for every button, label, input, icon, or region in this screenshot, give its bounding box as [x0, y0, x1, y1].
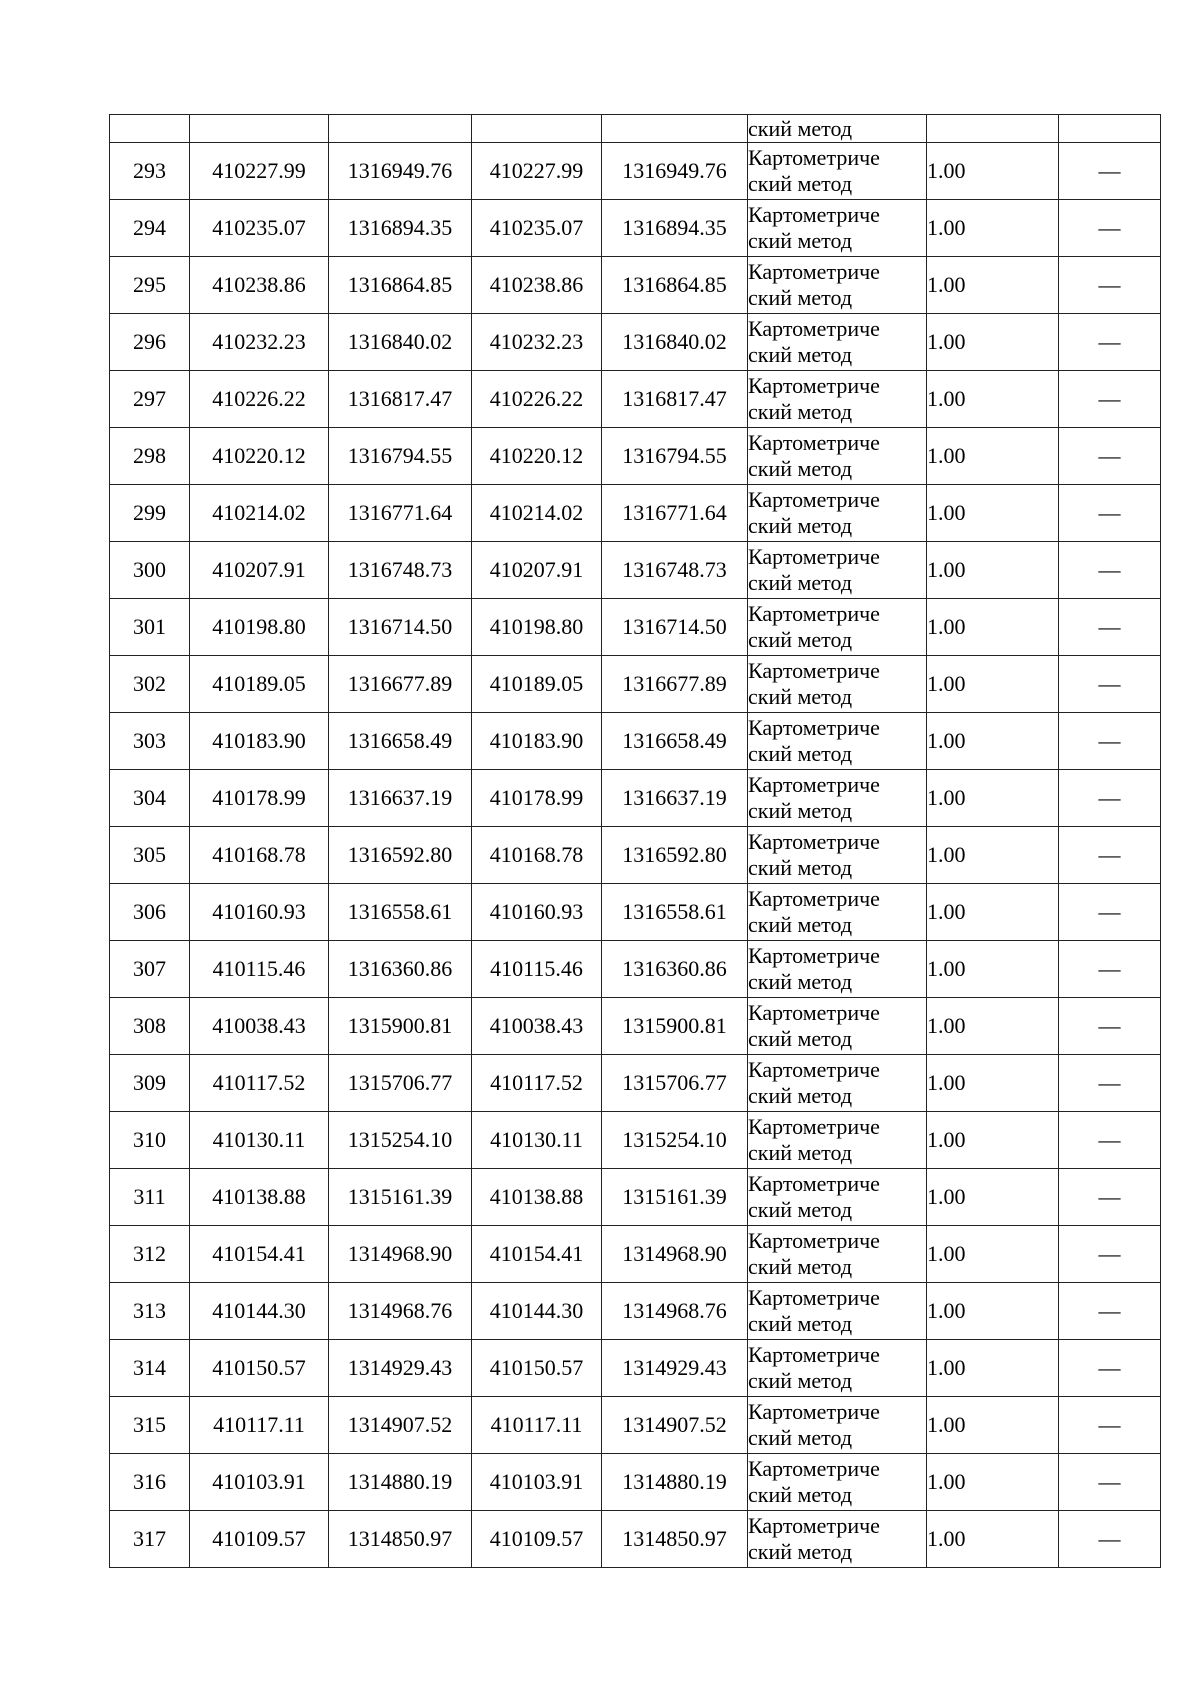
table-cell [1059, 115, 1161, 143]
note-cell: — [1059, 599, 1161, 656]
table-row [110, 314, 1161, 371]
accuracy-cell: 1.00 [927, 770, 1059, 827]
x-coordinate-cell: 410103.91 [190, 1454, 329, 1511]
table-row [110, 542, 1161, 599]
point-number-cell: 296 [110, 314, 190, 371]
method-line-2: ский метод [748, 969, 853, 994]
point-number-cell: 295 [110, 257, 190, 314]
y-coordinate-new-cell: 1316658.49 [602, 713, 748, 770]
x-coordinate-cell: 410214.02 [190, 485, 329, 542]
accuracy-cell: 1.00 [927, 1055, 1059, 1112]
x-coordinate-new-cell: 410117.52 [472, 1055, 602, 1112]
point-number-cell: 314 [110, 1340, 190, 1397]
coordinates-table [109, 114, 1161, 1568]
y-coordinate-new-cell: 1315706.77 [602, 1055, 748, 1112]
accuracy-cell: 1.00 [927, 1397, 1059, 1454]
y-coordinate-cell: 1314929.43 [329, 1340, 472, 1397]
y-coordinate-cell: 1316864.85 [329, 257, 472, 314]
accuracy-cell: 1.00 [927, 257, 1059, 314]
point-number-cell: 317 [110, 1511, 190, 1568]
x-coordinate-cell: 410238.86 [190, 257, 329, 314]
method-cell [748, 713, 927, 770]
y-coordinate-new-cell: 1314968.90 [602, 1226, 748, 1283]
note-cell: — [1059, 998, 1161, 1055]
x-coordinate-cell: 410150.57 [190, 1340, 329, 1397]
y-coordinate-cell: 1316794.55 [329, 428, 472, 485]
note-cell: — [1059, 941, 1161, 998]
y-coordinate-cell: 1316637.19 [329, 770, 472, 827]
table-row [110, 143, 1161, 200]
point-number-cell: 309 [110, 1055, 190, 1112]
note-cell: — [1059, 314, 1161, 371]
method-line-1: Картометриче [748, 202, 880, 227]
accuracy-cell: 1.00 [927, 656, 1059, 713]
note-cell: — [1059, 827, 1161, 884]
y-coordinate-cell: 1316817.47 [329, 371, 472, 428]
method-cell [748, 998, 927, 1055]
method-line-1: Картометриче [748, 1171, 880, 1196]
method-line-2: ский метод [748, 456, 853, 481]
x-coordinate-new-cell: 410168.78 [472, 827, 602, 884]
x-coordinate-new-cell: 410227.99 [472, 143, 602, 200]
point-number-cell: 313 [110, 1283, 190, 1340]
point-number-cell: 310 [110, 1112, 190, 1169]
point-number-cell: 294 [110, 200, 190, 257]
method-line-2: ский метод [748, 1368, 853, 1393]
x-coordinate-new-cell: 410220.12 [472, 428, 602, 485]
y-coordinate-cell: 1315900.81 [329, 998, 472, 1055]
y-coordinate-cell: 1316558.61 [329, 884, 472, 941]
y-coordinate-new-cell: 1314880.19 [602, 1454, 748, 1511]
point-number-cell: 303 [110, 713, 190, 770]
method-line-2: ский метод [748, 627, 853, 652]
x-coordinate-cell: 410115.46 [190, 941, 329, 998]
y-coordinate-cell: 1314907.52 [329, 1397, 472, 1454]
y-coordinate-new-cell: 1314850.97 [602, 1511, 748, 1568]
x-coordinate-cell: 410038.43 [190, 998, 329, 1055]
method-cell [748, 371, 927, 428]
method-cell [748, 143, 927, 200]
x-coordinate-cell: 410227.99 [190, 143, 329, 200]
x-coordinate-new-cell: 410235.07 [472, 200, 602, 257]
method-line-1: Картометриче [748, 1342, 880, 1367]
note-cell: — [1059, 542, 1161, 599]
note-cell: — [1059, 1112, 1161, 1169]
method-cell [748, 1283, 927, 1340]
method-line-2: ский метод [748, 684, 853, 709]
x-coordinate-cell: 410117.11 [190, 1397, 329, 1454]
method-cell [748, 1226, 927, 1283]
method-cell [748, 1112, 927, 1169]
table-cell [110, 115, 190, 143]
x-coordinate-cell: 410183.90 [190, 713, 329, 770]
y-coordinate-new-cell: 1316558.61 [602, 884, 748, 941]
method-cell [748, 941, 927, 998]
y-coordinate-cell: 1315161.39 [329, 1169, 472, 1226]
method-cell [748, 1454, 927, 1511]
method-line-1: Картометриче [748, 1114, 880, 1139]
x-coordinate-new-cell: 410232.23 [472, 314, 602, 371]
point-number-cell: 302 [110, 656, 190, 713]
y-coordinate-cell: 1315254.10 [329, 1112, 472, 1169]
table-row [110, 1283, 1161, 1340]
point-number-cell: 304 [110, 770, 190, 827]
y-coordinate-new-cell: 1316360.86 [602, 941, 748, 998]
method-line-2: ский метод [748, 228, 853, 253]
table-row [110, 200, 1161, 257]
y-coordinate-cell: 1316949.76 [329, 143, 472, 200]
point-number-cell: 300 [110, 542, 190, 599]
x-coordinate-cell: 410160.93 [190, 884, 329, 941]
method-cell [748, 485, 927, 542]
accuracy-cell: 1.00 [927, 371, 1059, 428]
x-coordinate-new-cell: 410115.46 [472, 941, 602, 998]
method-line-1: Картометриче [748, 1399, 880, 1424]
y-coordinate-cell: 1315706.77 [329, 1055, 472, 1112]
method-cell [748, 200, 927, 257]
table-cell [927, 115, 1059, 143]
table-row [110, 1511, 1161, 1568]
table-row [110, 941, 1161, 998]
accuracy-cell: 1.00 [927, 1340, 1059, 1397]
table-row [110, 1112, 1161, 1169]
note-cell: — [1059, 485, 1161, 542]
method-line-2: ский метод [748, 1539, 853, 1564]
table-row [110, 1454, 1161, 1511]
y-coordinate-new-cell: 1316794.55 [602, 428, 748, 485]
method-line-1: Картометриче [748, 1228, 880, 1253]
table-row [110, 485, 1161, 542]
method-line-1: Картометриче [748, 715, 880, 740]
continuation-row [110, 115, 1161, 143]
table-row [110, 770, 1161, 827]
method-cell [748, 884, 927, 941]
y-coordinate-new-cell: 1316840.02 [602, 314, 748, 371]
accuracy-cell: 1.00 [927, 542, 1059, 599]
y-coordinate-new-cell: 1314907.52 [602, 1397, 748, 1454]
y-coordinate-cell: 1316714.50 [329, 599, 472, 656]
y-coordinate-new-cell: 1316592.80 [602, 827, 748, 884]
method-line-2: ский метод [748, 399, 853, 424]
table-row [110, 599, 1161, 656]
point-number-cell: 316 [110, 1454, 190, 1511]
accuracy-cell: 1.00 [927, 1112, 1059, 1169]
y-coordinate-cell: 1314880.19 [329, 1454, 472, 1511]
point-number-cell: 312 [110, 1226, 190, 1283]
method-cell: ский метод [748, 115, 927, 143]
y-coordinate-new-cell: 1316748.73 [602, 542, 748, 599]
x-coordinate-new-cell: 410144.30 [472, 1283, 602, 1340]
method-line-2: ский метод [748, 1482, 853, 1507]
method-cell [748, 1169, 927, 1226]
accuracy-cell: 1.00 [927, 998, 1059, 1055]
method-line-2: ский метод [748, 1026, 853, 1051]
table-cell [602, 115, 748, 143]
accuracy-cell: 1.00 [927, 1511, 1059, 1568]
y-coordinate-new-cell: 1314929.43 [602, 1340, 748, 1397]
accuracy-cell: 1.00 [927, 428, 1059, 485]
table-row [110, 1226, 1161, 1283]
y-coordinate-new-cell: 1315254.10 [602, 1112, 748, 1169]
table-row [110, 257, 1161, 314]
x-coordinate-cell: 410226.22 [190, 371, 329, 428]
x-coordinate-cell: 410220.12 [190, 428, 329, 485]
note-cell: — [1059, 770, 1161, 827]
x-coordinate-new-cell: 410226.22 [472, 371, 602, 428]
accuracy-cell: 1.00 [927, 1454, 1059, 1511]
method-line-2: ский метод [748, 1083, 853, 1108]
point-number-cell: 311 [110, 1169, 190, 1226]
x-coordinate-cell: 410168.78 [190, 827, 329, 884]
x-coordinate-cell: 410178.99 [190, 770, 329, 827]
method-line-2: ский метод [748, 1425, 853, 1450]
y-coordinate-new-cell: 1316714.50 [602, 599, 748, 656]
method-line-1: Картометриче [748, 943, 880, 968]
method-line-1: Картометриче [748, 145, 880, 170]
table-row [110, 1340, 1161, 1397]
y-coordinate-new-cell: 1316864.85 [602, 257, 748, 314]
method-line-2: ский метод [748, 798, 853, 823]
point-number-cell: 293 [110, 143, 190, 200]
accuracy-cell: 1.00 [927, 1283, 1059, 1340]
y-coordinate-cell: 1316894.35 [329, 200, 472, 257]
x-coordinate-cell: 410130.11 [190, 1112, 329, 1169]
table-row [110, 1169, 1161, 1226]
method-cell [748, 542, 927, 599]
x-coordinate-new-cell: 410117.11 [472, 1397, 602, 1454]
y-coordinate-cell: 1314850.97 [329, 1511, 472, 1568]
y-coordinate-new-cell: 1316677.89 [602, 656, 748, 713]
method-cell [748, 1511, 927, 1568]
method-line-1: Картометриче [748, 544, 880, 569]
method-line-1: Картометриче [748, 1000, 880, 1025]
table-body [110, 115, 1161, 1568]
y-coordinate-new-cell: 1316949.76 [602, 143, 748, 200]
x-coordinate-new-cell: 410103.91 [472, 1454, 602, 1511]
note-cell: — [1059, 1226, 1161, 1283]
point-number-cell: 298 [110, 428, 190, 485]
note-cell: — [1059, 1283, 1161, 1340]
x-coordinate-cell: 410144.30 [190, 1283, 329, 1340]
accuracy-cell: 1.00 [927, 599, 1059, 656]
method-cell [748, 827, 927, 884]
method-line-1: Картометриче [748, 259, 880, 284]
method-cell [748, 656, 927, 713]
x-coordinate-cell: 410154.41 [190, 1226, 329, 1283]
x-coordinate-new-cell: 410178.99 [472, 770, 602, 827]
table-row [110, 713, 1161, 770]
table-row [110, 656, 1161, 713]
x-coordinate-cell: 410138.88 [190, 1169, 329, 1226]
accuracy-cell: 1.00 [927, 884, 1059, 941]
note-cell: — [1059, 428, 1161, 485]
note-cell: — [1059, 1169, 1161, 1226]
method-cell [748, 1340, 927, 1397]
point-number-cell: 306 [110, 884, 190, 941]
x-coordinate-new-cell: 410207.91 [472, 542, 602, 599]
y-coordinate-cell: 1316592.80 [329, 827, 472, 884]
y-coordinate-new-cell: 1315900.81 [602, 998, 748, 1055]
table-row [110, 371, 1161, 428]
method-line-2: ский метод [748, 855, 853, 880]
method-cell [748, 1397, 927, 1454]
x-coordinate-new-cell: 410138.88 [472, 1169, 602, 1226]
point-number-cell: 299 [110, 485, 190, 542]
note-cell: — [1059, 371, 1161, 428]
table-cell [472, 115, 602, 143]
table-row [110, 1397, 1161, 1454]
x-coordinate-new-cell: 410130.11 [472, 1112, 602, 1169]
table-cell [329, 115, 472, 143]
y-coordinate-cell: 1316748.73 [329, 542, 472, 599]
y-coordinate-new-cell: 1315161.39 [602, 1169, 748, 1226]
x-coordinate-new-cell: 410189.05 [472, 656, 602, 713]
x-coordinate-cell: 410109.57 [190, 1511, 329, 1568]
accuracy-cell: 1.00 [927, 713, 1059, 770]
method-line-1: Картометриче [748, 1285, 880, 1310]
point-number-cell: 297 [110, 371, 190, 428]
method-cell [748, 314, 927, 371]
y-coordinate-new-cell: 1316817.47 [602, 371, 748, 428]
method-line-1: Картометриче [748, 373, 880, 398]
method-line-1: Картометриче [748, 772, 880, 797]
method-line-2: ский метод [748, 342, 853, 367]
y-coordinate-new-cell: 1316894.35 [602, 200, 748, 257]
accuracy-cell: 1.00 [927, 941, 1059, 998]
method-line-1: Картометриче [748, 886, 880, 911]
y-coordinate-new-cell: 1316771.64 [602, 485, 748, 542]
method-cell [748, 770, 927, 827]
method-line-2: ский метод [748, 513, 853, 538]
point-number-cell: 301 [110, 599, 190, 656]
x-coordinate-new-cell: 410154.41 [472, 1226, 602, 1283]
note-cell: — [1059, 713, 1161, 770]
x-coordinate-cell: 410235.07 [190, 200, 329, 257]
method-line-2: ский метод [748, 1254, 853, 1279]
note-cell: — [1059, 1055, 1161, 1112]
y-coordinate-cell: 1316840.02 [329, 314, 472, 371]
method-line-1: Картометриче [748, 1057, 880, 1082]
note-cell: — [1059, 656, 1161, 713]
y-coordinate-cell: 1314968.76 [329, 1283, 472, 1340]
method-cell [748, 1055, 927, 1112]
method-cell [748, 257, 927, 314]
method-line-1: Картометриче [748, 1513, 880, 1538]
method-line-1: Картометриче [748, 658, 880, 683]
accuracy-cell: 1.00 [927, 143, 1059, 200]
note-cell: — [1059, 257, 1161, 314]
point-number-cell: 315 [110, 1397, 190, 1454]
x-coordinate-cell: 410207.91 [190, 542, 329, 599]
note-cell: — [1059, 1340, 1161, 1397]
method-line-2: ский метод [748, 285, 853, 310]
note-cell: — [1059, 200, 1161, 257]
table-row [110, 827, 1161, 884]
x-coordinate-new-cell: 410198.80 [472, 599, 602, 656]
note-cell: — [1059, 884, 1161, 941]
method-line-2: ский метод [748, 912, 853, 937]
y-coordinate-new-cell: 1314968.76 [602, 1283, 748, 1340]
x-coordinate-new-cell: 410150.57 [472, 1340, 602, 1397]
x-coordinate-cell: 410232.23 [190, 314, 329, 371]
method-line-2: ский метод [748, 1311, 853, 1336]
method-cell [748, 428, 927, 485]
note-cell: — [1059, 1397, 1161, 1454]
y-coordinate-cell: 1316360.86 [329, 941, 472, 998]
table-row [110, 428, 1161, 485]
table-row [110, 998, 1161, 1055]
accuracy-cell: 1.00 [927, 200, 1059, 257]
method-line-2: ский метод [748, 741, 853, 766]
x-coordinate-new-cell: 410214.02 [472, 485, 602, 542]
method-cell [748, 599, 927, 656]
x-coordinate-cell: 410117.52 [190, 1055, 329, 1112]
note-cell: — [1059, 1454, 1161, 1511]
point-number-cell: 307 [110, 941, 190, 998]
table-cell [190, 115, 329, 143]
y-coordinate-cell: 1316677.89 [329, 656, 472, 713]
accuracy-cell: 1.00 [927, 827, 1059, 884]
x-coordinate-new-cell: 410183.90 [472, 713, 602, 770]
y-coordinate-new-cell: 1316637.19 [602, 770, 748, 827]
method-line-1: Картометриче [748, 430, 880, 455]
y-coordinate-cell: 1316771.64 [329, 485, 472, 542]
method-line-1: Картометриче [748, 1456, 880, 1481]
method-line-2: ский метод [748, 171, 853, 196]
x-coordinate-cell: 410189.05 [190, 656, 329, 713]
method-line-2: ский метод [748, 570, 853, 595]
y-coordinate-cell: 1316658.49 [329, 713, 472, 770]
method-line-1: Картометриче [748, 601, 880, 626]
x-coordinate-new-cell: 410109.57 [472, 1511, 602, 1568]
note-cell: — [1059, 1511, 1161, 1568]
x-coordinate-new-cell: 410160.93 [472, 884, 602, 941]
table-row [110, 884, 1161, 941]
x-coordinate-new-cell: 410038.43 [472, 998, 602, 1055]
accuracy-cell: 1.00 [927, 1169, 1059, 1226]
method-line-1: Картометриче [748, 316, 880, 341]
method-line-2: ский метод [748, 1197, 853, 1222]
y-coordinate-cell: 1314968.90 [329, 1226, 472, 1283]
accuracy-cell: 1.00 [927, 485, 1059, 542]
method-line-2: ский метод [748, 1140, 853, 1165]
method-line-1: Картометриче [748, 829, 880, 854]
point-number-cell: 308 [110, 998, 190, 1055]
x-coordinate-cell: 410198.80 [190, 599, 329, 656]
table-row [110, 1055, 1161, 1112]
accuracy-cell: 1.00 [927, 314, 1059, 371]
accuracy-cell: 1.00 [927, 1226, 1059, 1283]
note-cell: — [1059, 143, 1161, 200]
point-number-cell: 305 [110, 827, 190, 884]
method-line-1: Картометриче [748, 487, 880, 512]
x-coordinate-new-cell: 410238.86 [472, 257, 602, 314]
